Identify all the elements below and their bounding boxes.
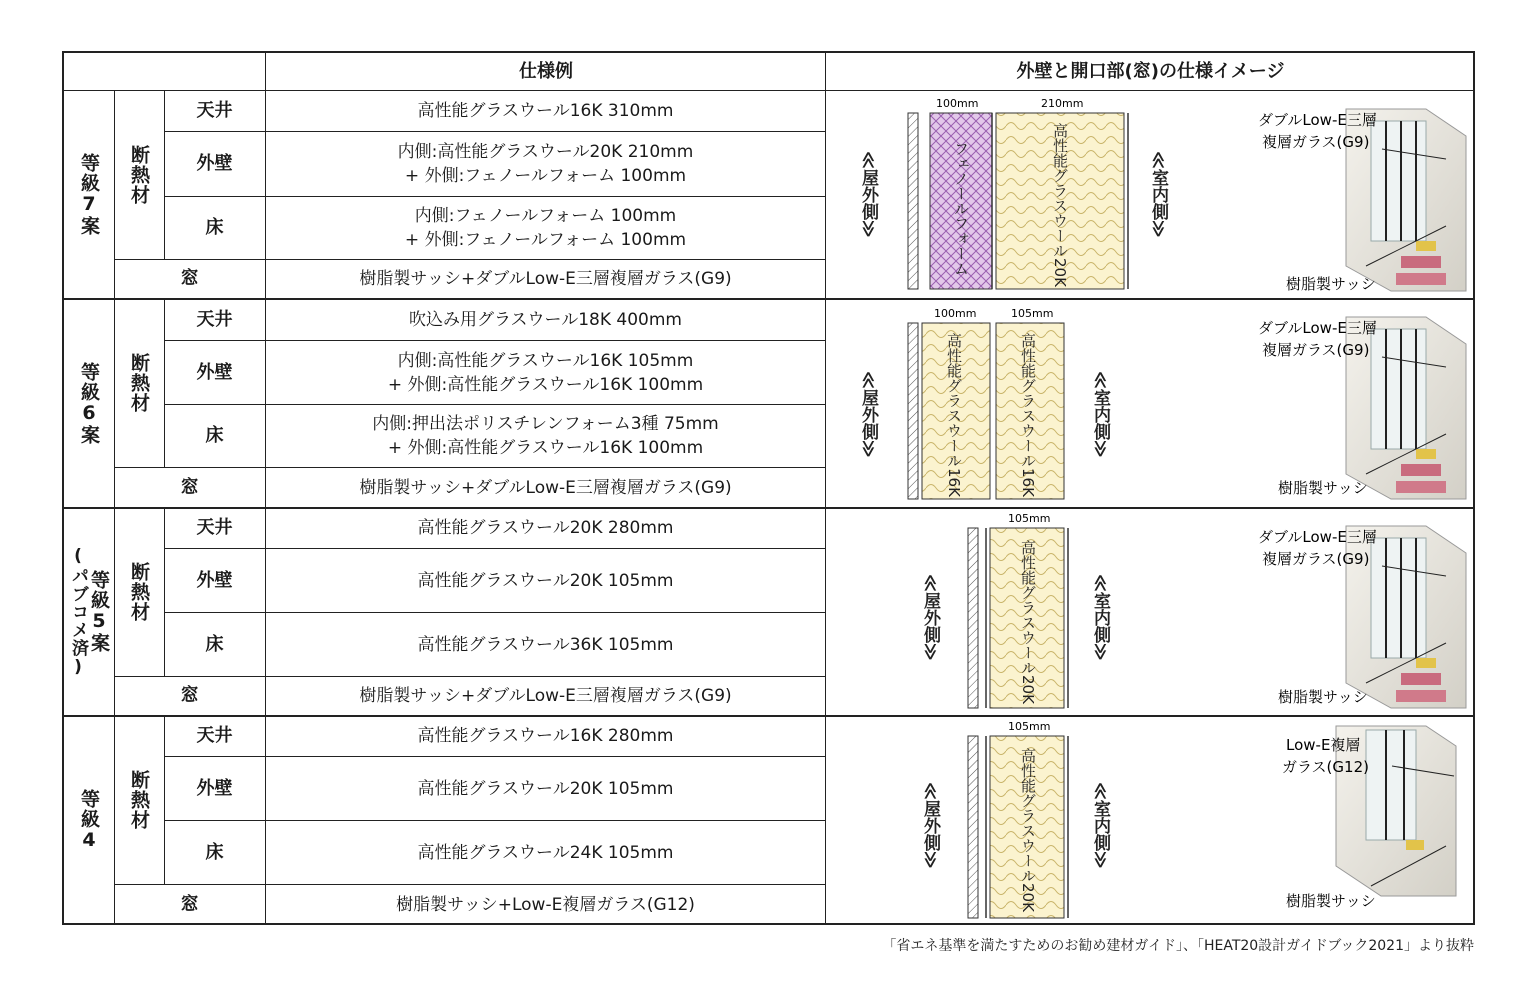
ceiling-label: 天井 (196, 308, 233, 330)
grade-title: 等級6案 (78, 361, 100, 445)
window-label: 窓 (180, 268, 199, 289)
sash-label: 樹脂製サッシ (1278, 479, 1368, 497)
header-image-column: 外壁と開口部(窓)の仕様イメージ (1016, 61, 1285, 82)
floor-label: 床 (205, 217, 224, 238)
layer-label: フェノールフォーム (952, 141, 970, 276)
wall-label: 外壁 (196, 153, 233, 174)
grade-subtitle: (パブコメ済) (68, 545, 88, 678)
wall-section-diagram (826, 299, 1475, 507)
ceiling-spec: 高性能グラスウール16K 280mm (417, 726, 674, 746)
ceiling-spec: 高性能グラスウール20K 280mm (417, 518, 674, 538)
glass-label: Low-E複層 (1286, 736, 1361, 754)
wall-label: 外壁 (196, 777, 233, 799)
inside-label: ≪室内側≫ (1090, 782, 1110, 869)
ceiling-label: 天井 (196, 517, 233, 538)
wall-spec: 高性能グラスウール20K 105mm (417, 570, 674, 591)
glass-label: ダブルLow-E三層 (1258, 319, 1377, 337)
floor-spec-line: + 外側:フェノールフォーム 100mm (404, 230, 687, 250)
dimension-label: 105mm (1008, 720, 1051, 733)
ceiling-spec: 吹込み用グラスウール18K 400mm (409, 309, 682, 330)
outside-label: ≪屋外側≫ (858, 151, 878, 238)
glass-label: ダブルLow-E三層 (1258, 111, 1377, 129)
grade-title: 等級7案 (78, 153, 100, 236)
floor-label: 床 (205, 425, 224, 446)
outside-label: ≪屋外側≫ (858, 371, 878, 458)
floor-spec (266, 197, 825, 259)
window-spec: 樹脂製サッシ+ダブルLow-E三層複層ガラス(G9) (359, 686, 732, 706)
layer-label: 高性能グラスウール20K (1051, 123, 1069, 287)
wall-spec-line: + 外側:高性能グラスウール16K 100mm (387, 374, 704, 395)
floor-spec: 高性能グラスウール24K 105mm (417, 842, 674, 863)
dimension-label: 105mm (1011, 307, 1054, 320)
window-label: 窓 (180, 476, 199, 498)
layer-label: 高性能グラスウール20K (1019, 748, 1037, 912)
outside-label: ≪屋外側≫ (920, 782, 940, 869)
wall-label: 外壁 (196, 569, 233, 591)
glass-label: 複層ガラス(G9) (1262, 341, 1370, 359)
floor-label: 床 (205, 633, 224, 655)
window-spec: 樹脂製サッシ+ダブルLow-E三層複層ガラス(G9) (359, 269, 732, 289)
floor-spec-line: + 外側:高性能グラスウール16K 100mm (387, 438, 704, 458)
dimension-label: 100mm (936, 97, 979, 110)
inside-label: ≪室内側≫ (1148, 151, 1168, 238)
sash-label: 樹脂製サッシ (1286, 892, 1376, 910)
wall-section-diagram (826, 91, 1475, 298)
wall-spec: 高性能グラスウール20K 105mm (417, 778, 674, 799)
glass-label: ガラス(G12) (1282, 758, 1369, 776)
dimension-label: 210mm (1041, 97, 1084, 110)
grade-title: 等級4 (78, 789, 100, 852)
sash-label: 樹脂製サッシ (1278, 688, 1368, 706)
grade-title: 等級5案 (88, 570, 110, 653)
layer-label: 高性能グラスウール16K (1019, 333, 1037, 497)
floor-label: 床 (205, 841, 224, 863)
insulation-label: 断熱材 (128, 770, 150, 830)
floor-spec (266, 405, 825, 467)
sash-label: 樹脂製サッシ (1286, 275, 1376, 293)
window-label: 窓 (180, 685, 199, 706)
source-note: 「省エネ基準を満たすためのお勧め建材ガイド」、「HEAT20設計ガイドブック2021」より抜粋 (882, 938, 1474, 954)
window-label: 窓 (180, 894, 199, 915)
floor-spec-line: 内側:押出法ポリスチレンフォーム3種 75mm (372, 414, 719, 434)
ceiling-spec: 高性能グラスウール16K 310mm (417, 101, 674, 121)
wall-spec-line: 内側:高性能グラスウール20K 210mm (397, 142, 694, 162)
dimension-label: 100mm (934, 307, 977, 320)
wall-spec (266, 341, 825, 404)
wall-spec-line: 内側:高性能グラスウール16K 105mm (397, 350, 694, 371)
layer-label: 高性能グラスウール16K (945, 333, 963, 497)
outside-label: ≪屋外側≫ (920, 574, 940, 661)
glass-label: 複層ガラス(G9) (1262, 550, 1370, 568)
glass-label: 複層ガラス(G9) (1262, 133, 1370, 151)
header-spec-example: 仕様例 (519, 61, 573, 82)
wall-section-diagram (826, 508, 1475, 715)
grade-title-block (64, 508, 114, 715)
insulation-label: 断熱材 (128, 562, 150, 622)
wall-spec-line: + 外側:フェノールフォーム 100mm (404, 166, 687, 186)
glass-label: ダブルLow-E三層 (1258, 528, 1377, 546)
wall-spec (266, 132, 825, 196)
insulation-label: 断熱材 (128, 353, 150, 413)
ceiling-label: 天井 (196, 100, 233, 121)
ceiling-label: 天井 (196, 725, 233, 746)
wall-section-diagram (826, 716, 1475, 925)
dimension-label: 105mm (1008, 512, 1051, 525)
inside-label: ≪室内側≫ (1090, 371, 1110, 458)
spec-table (62, 51, 1475, 925)
wall-label: 外壁 (196, 361, 233, 383)
insulation-label: 断熱材 (128, 145, 150, 205)
window-spec: 樹脂製サッシ+Low-E複層ガラス(G12) (396, 895, 695, 915)
floor-spec-line: 内側:フェノールフォーム 100mm (414, 206, 677, 226)
layer-label: 高性能グラスウール20K (1019, 540, 1037, 704)
floor-spec: 高性能グラスウール36K 105mm (417, 634, 674, 655)
inside-label: ≪室内側≫ (1090, 574, 1110, 661)
window-spec: 樹脂製サッシ+ダブルLow-E三層複層ガラス(G9) (359, 477, 732, 498)
